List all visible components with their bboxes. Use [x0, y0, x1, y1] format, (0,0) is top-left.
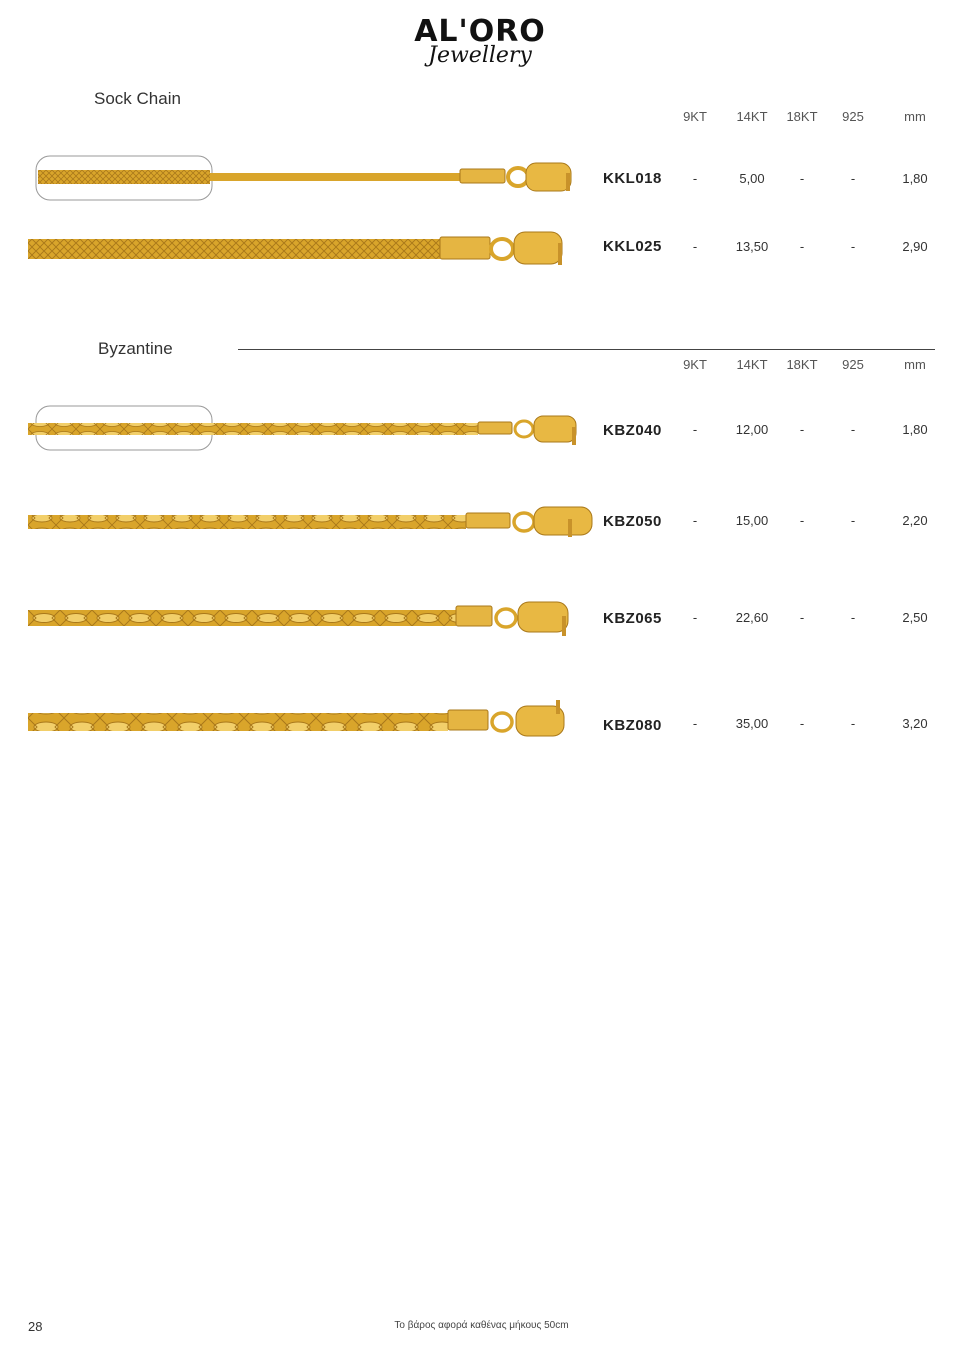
brand-logo	[405, 16, 555, 76]
col-9kt: 9KT	[683, 109, 707, 124]
value-14kt: 5,00	[739, 171, 765, 186]
byzantine-chain-image	[28, 497, 598, 547]
section-title-sock-chain: Sock Chain	[94, 89, 181, 108]
product-row	[0, 405, 963, 455]
product-code: KKL018	[603, 170, 662, 187]
value-925: -	[850, 610, 856, 625]
value-9kt: -	[692, 610, 698, 625]
product-code: KBZ065	[603, 610, 662, 627]
byzantine-chain-image	[28, 405, 588, 455]
col-925: 925	[842, 357, 864, 372]
value-14kt: 15,00	[735, 513, 769, 528]
value-925: -	[850, 716, 856, 731]
value-9kt: -	[692, 171, 698, 186]
col-mm: mm	[904, 357, 926, 372]
value-14kt: 13,50	[735, 239, 769, 254]
sock-chain-image	[28, 155, 588, 205]
value-925: -	[850, 513, 856, 528]
byzantine-chain-image	[28, 700, 588, 750]
value-18kt: -	[799, 422, 805, 437]
product-code: KBZ050	[603, 513, 662, 530]
value-925: -	[850, 422, 856, 437]
col-mm: mm	[904, 109, 926, 124]
section-title-byzantine: Byzantine	[98, 339, 173, 358]
value-18kt: -	[799, 513, 805, 528]
value-mm: 1,80	[902, 171, 928, 186]
col-14kt: 14KT	[736, 109, 768, 124]
product-code: KKL025	[603, 238, 662, 255]
value-18kt: -	[799, 716, 805, 731]
product-code: KBZ080	[603, 717, 662, 734]
value-mm: 2,20	[902, 513, 928, 528]
value-14kt: 35,00	[735, 716, 769, 731]
value-mm: 2,50	[902, 610, 928, 625]
product-row	[0, 155, 963, 205]
product-row	[0, 700, 963, 750]
product-row	[0, 497, 963, 547]
product-row	[0, 594, 963, 644]
value-14kt: 12,00	[735, 422, 769, 437]
brand-name: AL'ORO	[414, 14, 546, 49]
value-925: -	[850, 171, 856, 186]
value-9kt: -	[692, 239, 698, 254]
value-mm: 1,80	[902, 422, 928, 437]
value-mm: 3,20	[902, 716, 928, 731]
col-18kt: 18KT	[786, 357, 818, 372]
value-mm: 2,90	[902, 239, 928, 254]
value-18kt: -	[799, 171, 805, 186]
value-18kt: -	[799, 239, 805, 254]
value-14kt: 22,60	[735, 610, 769, 625]
value-925: -	[850, 239, 856, 254]
value-9kt: -	[692, 513, 698, 528]
col-14kt: 14KT	[736, 357, 768, 372]
col-9kt: 9KT	[683, 357, 707, 372]
product-code: KBZ040	[603, 422, 662, 439]
col-925: 925	[842, 109, 864, 124]
value-9kt: -	[692, 716, 698, 731]
col-18kt: 18KT	[786, 109, 818, 124]
section-divider	[238, 349, 935, 350]
value-9kt: -	[692, 422, 698, 437]
brand-tagline: Jewellery	[428, 43, 532, 68]
footer-note: Το βάρος αφορά καθένας μήκους 50cm	[394, 1320, 569, 1331]
page-number: 28	[28, 1319, 43, 1334]
byzantine-chain-image	[28, 594, 588, 644]
sock-chain-image	[28, 223, 588, 273]
value-18kt: -	[799, 610, 805, 625]
product-row	[0, 223, 963, 273]
